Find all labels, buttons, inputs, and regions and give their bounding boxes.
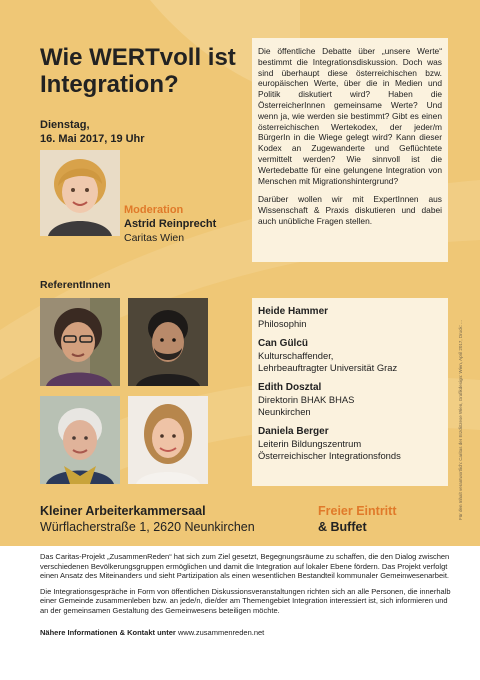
speaker-entry (258, 338, 442, 374)
speaker-role: Philosophin (258, 318, 307, 329)
moderation-label: Moderation (124, 204, 184, 216)
intro-paragraph-2: Darüber wollen wir mit ExpertInnen aus Wissenschaft & Praxis diskutieren und dabei auch unübliche Fragen stellen. (258, 194, 442, 226)
project-paragraph-1: Das Caritas-Projekt „ZusammenReden“ hat sich zum Ziel gesetzt, Begegnungsräume zu schaffen, die den Dialog zwischen verschiedenen Bevölkerungsgruppen ermöglichen und damit die Integration auf lokaler Ebene fördern. Das Projekt verfolgt einen Ansatz des Miteinanders und sieht Partizipation als einen wesentlichen Bestandteil kommunaler Gemeinwesenarbeit. (40, 552, 450, 581)
speaker-role: Neunkirchen (258, 406, 311, 417)
speakers-heading: ReferentInnen (40, 279, 111, 291)
project-paragraph-2: Die Integrationsgespräche in Form von öffentlichen Diskussionsveranstaltungen richten sich an alle Personen, die innerhalb einer Gemeinde zusammenleben bzw. an jede/n, die/der am Themengebiet Integration interessiert ist, sich informieren und an der gemeinsamen Gestaltung des Gemeinwesens beteiligen möchte. (40, 586, 451, 615)
intro-text-panel (252, 38, 448, 262)
project-info (40, 552, 452, 643)
speaker-photo-2 (128, 298, 208, 386)
venue-name: Kleiner Arbeiterkammersaal (40, 504, 206, 518)
admission-buffet: & Buffet (318, 520, 367, 534)
imprint-side-text: Für den Inhalt verantwortlich: Caritas der Erzdiözese Wien, Grafikdesign: Wien, April 2017, Druck: ... (458, 320, 463, 520)
contact-line (40, 628, 452, 638)
speakers-panel (252, 298, 448, 486)
speaker-entry (258, 306, 442, 330)
speaker-role: Lehrbeauftragter Universität Graz (258, 362, 398, 373)
event-date (40, 118, 145, 146)
speaker-name: Edith Dosztal (258, 382, 322, 393)
speaker-role: Leiterin Bildungszentrum (258, 438, 362, 449)
speaker-name: Daniela Berger (258, 426, 329, 437)
moderator-name: Astrid Reinprecht (124, 218, 217, 230)
speaker-name: Can Gülcü (258, 338, 309, 349)
speaker-photo-1 (40, 298, 120, 386)
moderator-organization: Caritas Wien (124, 232, 185, 244)
speaker-entry (258, 426, 442, 462)
intro-paragraph-1: Die öffentliche Debatte über „unsere Werte“ bestimmt die Integrationsdiskussion. Doch was sind überhaupt diese österreichischen bzw. europäischen Werte, über die in Medien und Politik diskutiert wird? Haben die ÖsterreicherInnen gemeinsame Werte? Und wenn ja, wie werden sie bestimmt? Gibt es einen österreichischen Wertekodex, der jeder/m BürgerIn in die Wiege gelegt wird? Kann dieser Kodex an Zugewanderte und Geflüchtete vermittelt werden? Wie sinnvoll ist die Wertedebatte für eine gelungene Integration von Menschen mit Migrationshintergrund? (258, 46, 442, 186)
venue-address: Würflacherstraße 1, 2620 Neunkirchen (40, 520, 255, 534)
speaker-photo-3 (40, 396, 120, 484)
contact-url-link[interactable]: www.zusammenreden.net (177, 627, 265, 637)
speaker-role: Österreichischer Integrationsfonds (258, 450, 401, 461)
admission-free: Freier Eintritt (318, 504, 397, 518)
speaker-entry (258, 382, 442, 418)
speaker-name: Heide Hammer (258, 306, 329, 317)
speaker-role: Kulturschaffender, (258, 350, 334, 361)
event-date-time: 16. Mai 2017, 19 Uhr (40, 133, 145, 145)
event-title: Wie WERTvoll ist Integration? (40, 44, 236, 98)
speaker-role: Direktorin BHAK BHAS (258, 394, 355, 405)
event-weekday: Dienstag, (40, 119, 90, 131)
speaker-photo-4 (128, 396, 208, 484)
moderator-photo (40, 150, 120, 236)
contact-label: Nähere Informationen & Kontakt unter (40, 627, 176, 637)
